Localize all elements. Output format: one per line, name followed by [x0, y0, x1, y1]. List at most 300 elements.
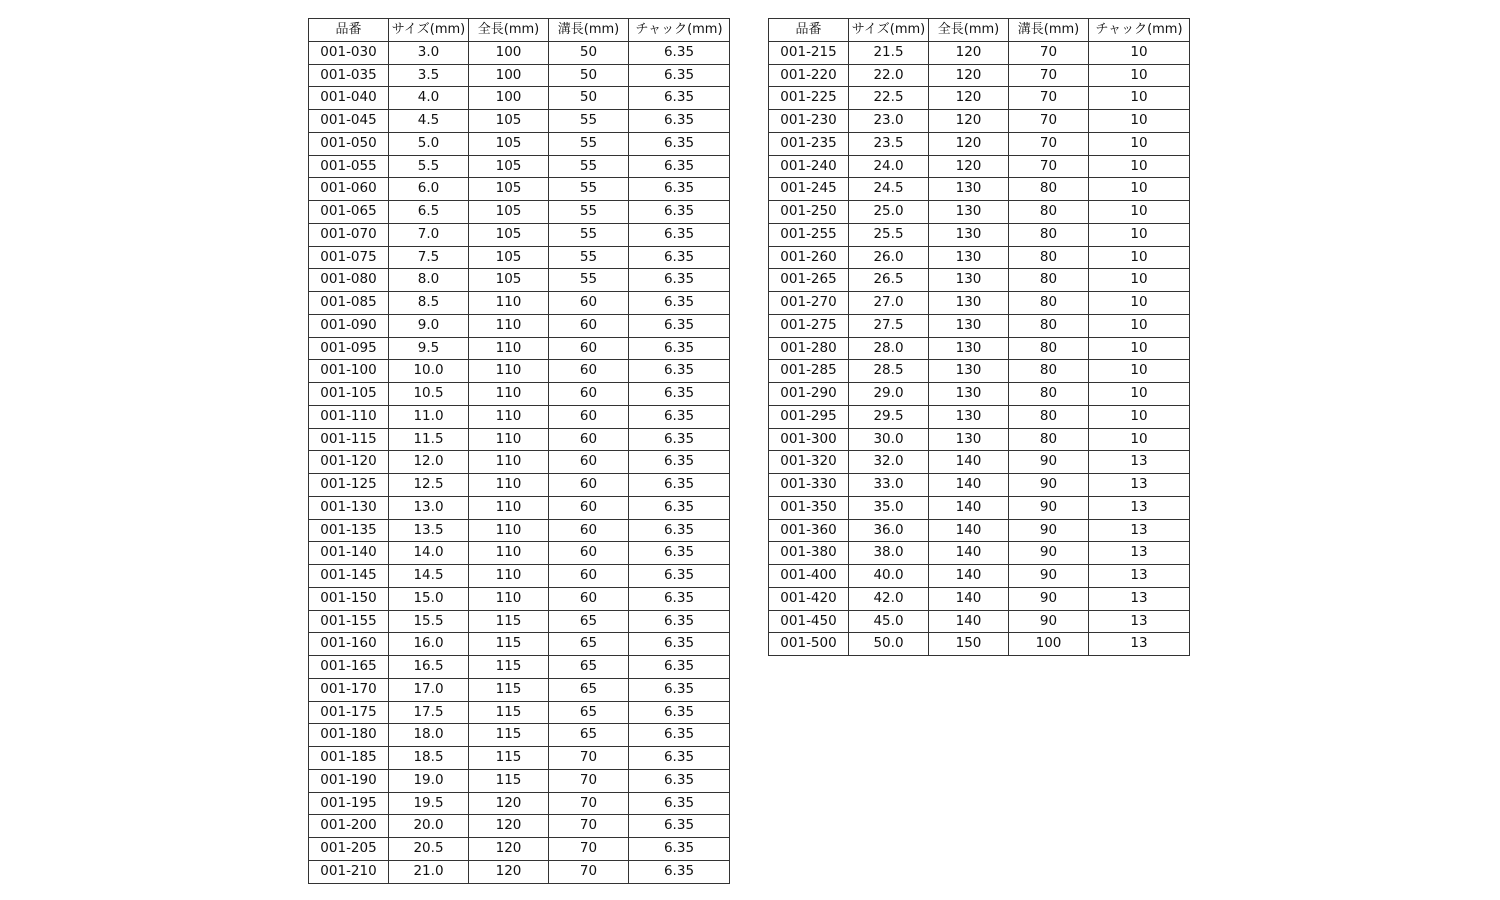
- cell-total-length: 115: [469, 769, 549, 792]
- cell-total-length: 140: [929, 451, 1009, 474]
- cell-flute-length: 70: [1009, 155, 1089, 178]
- cell-flute-length: 55: [549, 269, 629, 292]
- cell-size: 7.0: [389, 223, 469, 246]
- cell-chuck: 10: [1089, 155, 1190, 178]
- cell-size: 4.5: [389, 110, 469, 133]
- table-row: [309, 201, 730, 224]
- cell-size: 18.0: [389, 724, 469, 747]
- cell-total-length: 120: [469, 792, 549, 815]
- cell-size: 27.0: [849, 292, 929, 315]
- cell-chuck: 6.35: [629, 383, 730, 406]
- cell-chuck: 6.35: [629, 610, 730, 633]
- cell-chuck: 10: [1089, 337, 1190, 360]
- cell-chuck: 6.35: [629, 178, 730, 201]
- cell-size: 14.0: [389, 542, 469, 565]
- cell-size: 3.0: [389, 41, 469, 64]
- cell-size: 14.5: [389, 565, 469, 588]
- cell-part-number: 001-500: [769, 633, 849, 656]
- cell-total-length: 115: [469, 724, 549, 747]
- cell-chuck: 6.35: [629, 292, 730, 315]
- header-flute-length: 溝長(mm): [549, 19, 629, 42]
- table-row: [769, 474, 1190, 497]
- cell-total-length: 110: [469, 587, 549, 610]
- cell-size: 8.5: [389, 292, 469, 315]
- cell-size: 45.0: [849, 610, 929, 633]
- table-row: [309, 542, 730, 565]
- cell-chuck: 6.35: [629, 747, 730, 770]
- cell-part-number: 001-135: [309, 519, 389, 542]
- cell-chuck: 6.35: [629, 838, 730, 861]
- cell-total-length: 120: [929, 87, 1009, 110]
- cell-flute-length: 50: [549, 87, 629, 110]
- cell-chuck: 6.35: [629, 496, 730, 519]
- cell-total-length: 130: [929, 360, 1009, 383]
- table-row: [769, 519, 1190, 542]
- cell-part-number: 001-320: [769, 451, 849, 474]
- cell-chuck: 6.35: [629, 41, 730, 64]
- cell-chuck: 13: [1089, 542, 1190, 565]
- table-row: [769, 405, 1190, 428]
- cell-size: 23.5: [849, 132, 929, 155]
- cell-part-number: 001-245: [769, 178, 849, 201]
- cell-flute-length: 80: [1009, 246, 1089, 269]
- cell-flute-length: 60: [549, 587, 629, 610]
- cell-total-length: 110: [469, 337, 549, 360]
- cell-total-length: 100: [469, 64, 549, 87]
- cell-flute-length: 60: [549, 542, 629, 565]
- cell-size: 15.5: [389, 610, 469, 633]
- cell-part-number: 001-230: [769, 110, 849, 133]
- cell-total-length: 140: [929, 610, 1009, 633]
- cell-part-number: 001-150: [309, 587, 389, 610]
- cell-size: 40.0: [849, 565, 929, 588]
- cell-part-number: 001-170: [309, 678, 389, 701]
- cell-flute-length: 70: [1009, 64, 1089, 87]
- cell-flute-length: 65: [549, 633, 629, 656]
- cell-total-length: 115: [469, 656, 549, 679]
- cell-flute-length: 55: [549, 155, 629, 178]
- cell-chuck: 10: [1089, 314, 1190, 337]
- table-row: [309, 496, 730, 519]
- cell-flute-length: 80: [1009, 337, 1089, 360]
- table-row: [769, 337, 1190, 360]
- cell-flute-length: 100: [1009, 633, 1089, 656]
- cell-flute-length: 80: [1009, 292, 1089, 315]
- table-row: [769, 41, 1190, 64]
- cell-total-length: 110: [469, 496, 549, 519]
- table-row: [309, 110, 730, 133]
- cell-chuck: 10: [1089, 269, 1190, 292]
- cell-flute-length: 55: [549, 178, 629, 201]
- header-row: [309, 19, 730, 42]
- table-row: [769, 428, 1190, 451]
- cell-part-number: 001-215: [769, 41, 849, 64]
- table-row: [309, 792, 730, 815]
- cell-chuck: 6.35: [629, 701, 730, 724]
- table-row: [309, 360, 730, 383]
- cell-chuck: 6.35: [629, 428, 730, 451]
- cell-flute-length: 55: [549, 223, 629, 246]
- cell-part-number: 001-045: [309, 110, 389, 133]
- cell-part-number: 001-095: [309, 337, 389, 360]
- table-row: [309, 178, 730, 201]
- table-row: [309, 314, 730, 337]
- cell-size: 24.5: [849, 178, 929, 201]
- cell-total-length: 100: [469, 87, 549, 110]
- cell-chuck: 13: [1089, 451, 1190, 474]
- cell-chuck: 6.35: [629, 246, 730, 269]
- cell-flute-length: 70: [549, 860, 629, 883]
- table-row: [769, 383, 1190, 406]
- table-row: [769, 587, 1190, 610]
- cell-total-length: 130: [929, 292, 1009, 315]
- cell-part-number: 001-100: [309, 360, 389, 383]
- cell-size: 33.0: [849, 474, 929, 497]
- cell-part-number: 001-450: [769, 610, 849, 633]
- cell-size: 23.0: [849, 110, 929, 133]
- cell-chuck: 6.35: [629, 792, 730, 815]
- cell-total-length: 120: [929, 132, 1009, 155]
- cell-flute-length: 90: [1009, 496, 1089, 519]
- cell-total-length: 105: [469, 201, 549, 224]
- cell-chuck: 10: [1089, 223, 1190, 246]
- table-row: [769, 451, 1190, 474]
- cell-part-number: 001-275: [769, 314, 849, 337]
- cell-chuck: 10: [1089, 405, 1190, 428]
- cell-flute-length: 80: [1009, 223, 1089, 246]
- cell-size: 11.0: [389, 405, 469, 428]
- table-row: [309, 428, 730, 451]
- table-row: [309, 132, 730, 155]
- cell-chuck: 6.35: [629, 314, 730, 337]
- cell-part-number: 001-110: [309, 405, 389, 428]
- cell-flute-length: 80: [1009, 405, 1089, 428]
- cell-total-length: 110: [469, 519, 549, 542]
- cell-chuck: 6.35: [629, 656, 730, 679]
- cell-chuck: 6.35: [629, 110, 730, 133]
- cell-flute-length: 60: [549, 428, 629, 451]
- table-row: [309, 565, 730, 588]
- cell-total-length: 110: [469, 383, 549, 406]
- cell-total-length: 110: [469, 428, 549, 451]
- table-row: [309, 383, 730, 406]
- cell-flute-length: 70: [549, 838, 629, 861]
- cell-chuck: 6.35: [629, 451, 730, 474]
- cell-part-number: 001-350: [769, 496, 849, 519]
- cell-part-number: 001-255: [769, 223, 849, 246]
- cell-part-number: 001-140: [309, 542, 389, 565]
- cell-flute-length: 70: [1009, 41, 1089, 64]
- cell-size: 26.5: [849, 269, 929, 292]
- cell-total-length: 105: [469, 110, 549, 133]
- cell-size: 10.5: [389, 383, 469, 406]
- cell-size: 12.5: [389, 474, 469, 497]
- cell-total-length: 150: [929, 633, 1009, 656]
- cell-total-length: 140: [929, 519, 1009, 542]
- cell-part-number: 001-360: [769, 519, 849, 542]
- table-row: [769, 132, 1190, 155]
- cell-size: 13.5: [389, 519, 469, 542]
- cell-flute-length: 60: [549, 337, 629, 360]
- cell-size: 19.0: [389, 769, 469, 792]
- cell-chuck: 10: [1089, 41, 1190, 64]
- table-row: [769, 64, 1190, 87]
- cell-flute-length: 60: [549, 474, 629, 497]
- cell-total-length: 110: [469, 451, 549, 474]
- table-row: [769, 246, 1190, 269]
- cell-size: 30.0: [849, 428, 929, 451]
- cell-part-number: 001-290: [769, 383, 849, 406]
- cell-size: 20.0: [389, 815, 469, 838]
- cell-total-length: 130: [929, 383, 1009, 406]
- cell-size: 21.0: [389, 860, 469, 883]
- cell-part-number: 001-260: [769, 246, 849, 269]
- cell-size: 19.5: [389, 792, 469, 815]
- cell-chuck: 10: [1089, 246, 1190, 269]
- cell-size: 21.5: [849, 41, 929, 64]
- cell-flute-length: 55: [549, 132, 629, 155]
- cell-part-number: 001-265: [769, 269, 849, 292]
- cell-flute-length: 70: [1009, 132, 1089, 155]
- table-row: [309, 246, 730, 269]
- table-row: [309, 633, 730, 656]
- header-size: サイズ(mm): [849, 19, 929, 42]
- cell-part-number: 001-180: [309, 724, 389, 747]
- cell-flute-length: 80: [1009, 178, 1089, 201]
- cell-chuck: 10: [1089, 132, 1190, 155]
- cell-flute-length: 60: [549, 496, 629, 519]
- cell-total-length: 115: [469, 633, 549, 656]
- cell-total-length: 120: [469, 815, 549, 838]
- cell-chuck: 6.35: [629, 405, 730, 428]
- cell-total-length: 120: [929, 110, 1009, 133]
- cell-part-number: 001-210: [309, 860, 389, 883]
- cell-flute-length: 60: [549, 314, 629, 337]
- table-row: [309, 64, 730, 87]
- cell-size: 29.0: [849, 383, 929, 406]
- cell-flute-length: 60: [549, 383, 629, 406]
- header-size: サイズ(mm): [389, 19, 469, 42]
- cell-part-number: 001-145: [309, 565, 389, 588]
- cell-total-length: 130: [929, 178, 1009, 201]
- table-row: [769, 633, 1190, 656]
- cell-part-number: 001-190: [309, 769, 389, 792]
- cell-total-length: 115: [469, 610, 549, 633]
- cell-chuck: 13: [1089, 633, 1190, 656]
- cell-flute-length: 80: [1009, 201, 1089, 224]
- cell-total-length: 140: [929, 496, 1009, 519]
- cell-chuck: 6.35: [629, 860, 730, 883]
- cell-part-number: 001-125: [309, 474, 389, 497]
- cell-part-number: 001-380: [769, 542, 849, 565]
- cell-part-number: 001-250: [769, 201, 849, 224]
- cell-chuck: 13: [1089, 519, 1190, 542]
- cell-part-number: 001-055: [309, 155, 389, 178]
- cell-total-length: 140: [929, 587, 1009, 610]
- cell-flute-length: 80: [1009, 314, 1089, 337]
- spec-table-left: [308, 18, 730, 884]
- cell-flute-length: 80: [1009, 360, 1089, 383]
- cell-part-number: 001-115: [309, 428, 389, 451]
- cell-part-number: 001-270: [769, 292, 849, 315]
- cell-total-length: 140: [929, 565, 1009, 588]
- cell-part-number: 001-070: [309, 223, 389, 246]
- header-chuck: チャック(mm): [629, 19, 730, 42]
- table-row: [309, 747, 730, 770]
- table-row: [309, 701, 730, 724]
- cell-chuck: 10: [1089, 383, 1190, 406]
- cell-flute-length: 70: [1009, 87, 1089, 110]
- table-row: [769, 292, 1190, 315]
- table-row: [309, 724, 730, 747]
- cell-total-length: 105: [469, 223, 549, 246]
- cell-flute-length: 60: [549, 360, 629, 383]
- cell-flute-length: 70: [1009, 110, 1089, 133]
- cell-total-length: 140: [929, 474, 1009, 497]
- table-row: [309, 519, 730, 542]
- table-row: [769, 201, 1190, 224]
- cell-size: 22.0: [849, 64, 929, 87]
- cell-chuck: 6.35: [629, 565, 730, 588]
- cell-total-length: 115: [469, 678, 549, 701]
- cell-chuck: 6.35: [629, 155, 730, 178]
- cell-chuck: 13: [1089, 496, 1190, 519]
- table-row: [769, 155, 1190, 178]
- cell-total-length: 120: [929, 64, 1009, 87]
- cell-total-length: 110: [469, 314, 549, 337]
- cell-part-number: 001-420: [769, 587, 849, 610]
- cell-part-number: 001-085: [309, 292, 389, 315]
- cell-chuck: 6.35: [629, 201, 730, 224]
- table-row: [309, 269, 730, 292]
- cell-size: 12.0: [389, 451, 469, 474]
- cell-part-number: 001-060: [309, 178, 389, 201]
- table-row: [309, 838, 730, 861]
- cell-flute-length: 55: [549, 246, 629, 269]
- cell-flute-length: 90: [1009, 587, 1089, 610]
- cell-total-length: 130: [929, 201, 1009, 224]
- cell-total-length: 110: [469, 542, 549, 565]
- cell-chuck: 6.35: [629, 587, 730, 610]
- cell-size: 35.0: [849, 496, 929, 519]
- cell-flute-length: 60: [549, 405, 629, 428]
- cell-part-number: 001-240: [769, 155, 849, 178]
- cell-total-length: 130: [929, 337, 1009, 360]
- table-row: [309, 337, 730, 360]
- cell-part-number: 001-075: [309, 246, 389, 269]
- cell-part-number: 001-220: [769, 64, 849, 87]
- cell-size: 50.0: [849, 633, 929, 656]
- header-total-length: 全長(mm): [469, 19, 549, 42]
- cell-part-number: 001-200: [309, 815, 389, 838]
- spec-table-right: [768, 18, 1190, 656]
- cell-total-length: 130: [929, 246, 1009, 269]
- cell-size: 25.5: [849, 223, 929, 246]
- cell-chuck: 10: [1089, 360, 1190, 383]
- cell-flute-length: 90: [1009, 474, 1089, 497]
- table-row: [769, 110, 1190, 133]
- cell-flute-length: 50: [549, 41, 629, 64]
- cell-size: 5.0: [389, 132, 469, 155]
- cell-chuck: 6.35: [629, 474, 730, 497]
- cell-part-number: 001-105: [309, 383, 389, 406]
- cell-chuck: 6.35: [629, 542, 730, 565]
- cell-chuck: 6.35: [629, 678, 730, 701]
- cell-flute-length: 55: [549, 110, 629, 133]
- cell-part-number: 001-120: [309, 451, 389, 474]
- cell-chuck: 10: [1089, 64, 1190, 87]
- cell-size: 10.0: [389, 360, 469, 383]
- cell-size: 42.0: [849, 587, 929, 610]
- cell-size: 36.0: [849, 519, 929, 542]
- cell-part-number: 001-035: [309, 64, 389, 87]
- cell-total-length: 110: [469, 405, 549, 428]
- cell-chuck: 10: [1089, 201, 1190, 224]
- cell-total-length: 130: [929, 428, 1009, 451]
- cell-part-number: 001-295: [769, 405, 849, 428]
- table-row: [309, 41, 730, 64]
- cell-flute-length: 90: [1009, 519, 1089, 542]
- cell-total-length: 115: [469, 747, 549, 770]
- cell-chuck: 10: [1089, 292, 1190, 315]
- cell-part-number: 001-285: [769, 360, 849, 383]
- cell-chuck: 6.35: [629, 769, 730, 792]
- cell-part-number: 001-225: [769, 87, 849, 110]
- cell-size: 28.5: [849, 360, 929, 383]
- table-row: [309, 451, 730, 474]
- cell-total-length: 115: [469, 701, 549, 724]
- cell-size: 7.5: [389, 246, 469, 269]
- cell-flute-length: 65: [549, 656, 629, 679]
- cell-chuck: 13: [1089, 587, 1190, 610]
- cell-size: 25.0: [849, 201, 929, 224]
- cell-flute-length: 90: [1009, 451, 1089, 474]
- cell-chuck: 10: [1089, 428, 1190, 451]
- cell-total-length: 120: [929, 155, 1009, 178]
- table-row: [309, 587, 730, 610]
- header-part-number: 品番: [309, 19, 389, 42]
- cell-size: 3.5: [389, 64, 469, 87]
- table-row: [309, 155, 730, 178]
- cell-flute-length: 70: [549, 792, 629, 815]
- cell-total-length: 120: [469, 838, 549, 861]
- table-row: [769, 360, 1190, 383]
- cell-flute-length: 55: [549, 201, 629, 224]
- table-row: [769, 496, 1190, 519]
- cell-total-length: 110: [469, 292, 549, 315]
- cell-size: 29.5: [849, 405, 929, 428]
- cell-size: 5.5: [389, 155, 469, 178]
- cell-total-length: 105: [469, 155, 549, 178]
- cell-chuck: 10: [1089, 110, 1190, 133]
- cell-flute-length: 80: [1009, 269, 1089, 292]
- cell-part-number: 001-040: [309, 87, 389, 110]
- cell-total-length: 105: [469, 178, 549, 201]
- cell-part-number: 001-185: [309, 747, 389, 770]
- header-flute-length: 溝長(mm): [1009, 19, 1089, 42]
- cell-flute-length: 60: [549, 565, 629, 588]
- cell-flute-length: 70: [549, 769, 629, 792]
- cell-total-length: 110: [469, 360, 549, 383]
- cell-part-number: 001-065: [309, 201, 389, 224]
- table-row: [309, 815, 730, 838]
- cell-total-length: 130: [929, 269, 1009, 292]
- cell-flute-length: 90: [1009, 542, 1089, 565]
- table-row: [309, 474, 730, 497]
- cell-size: 9.0: [389, 314, 469, 337]
- table-row: [769, 610, 1190, 633]
- cell-total-length: 130: [929, 223, 1009, 246]
